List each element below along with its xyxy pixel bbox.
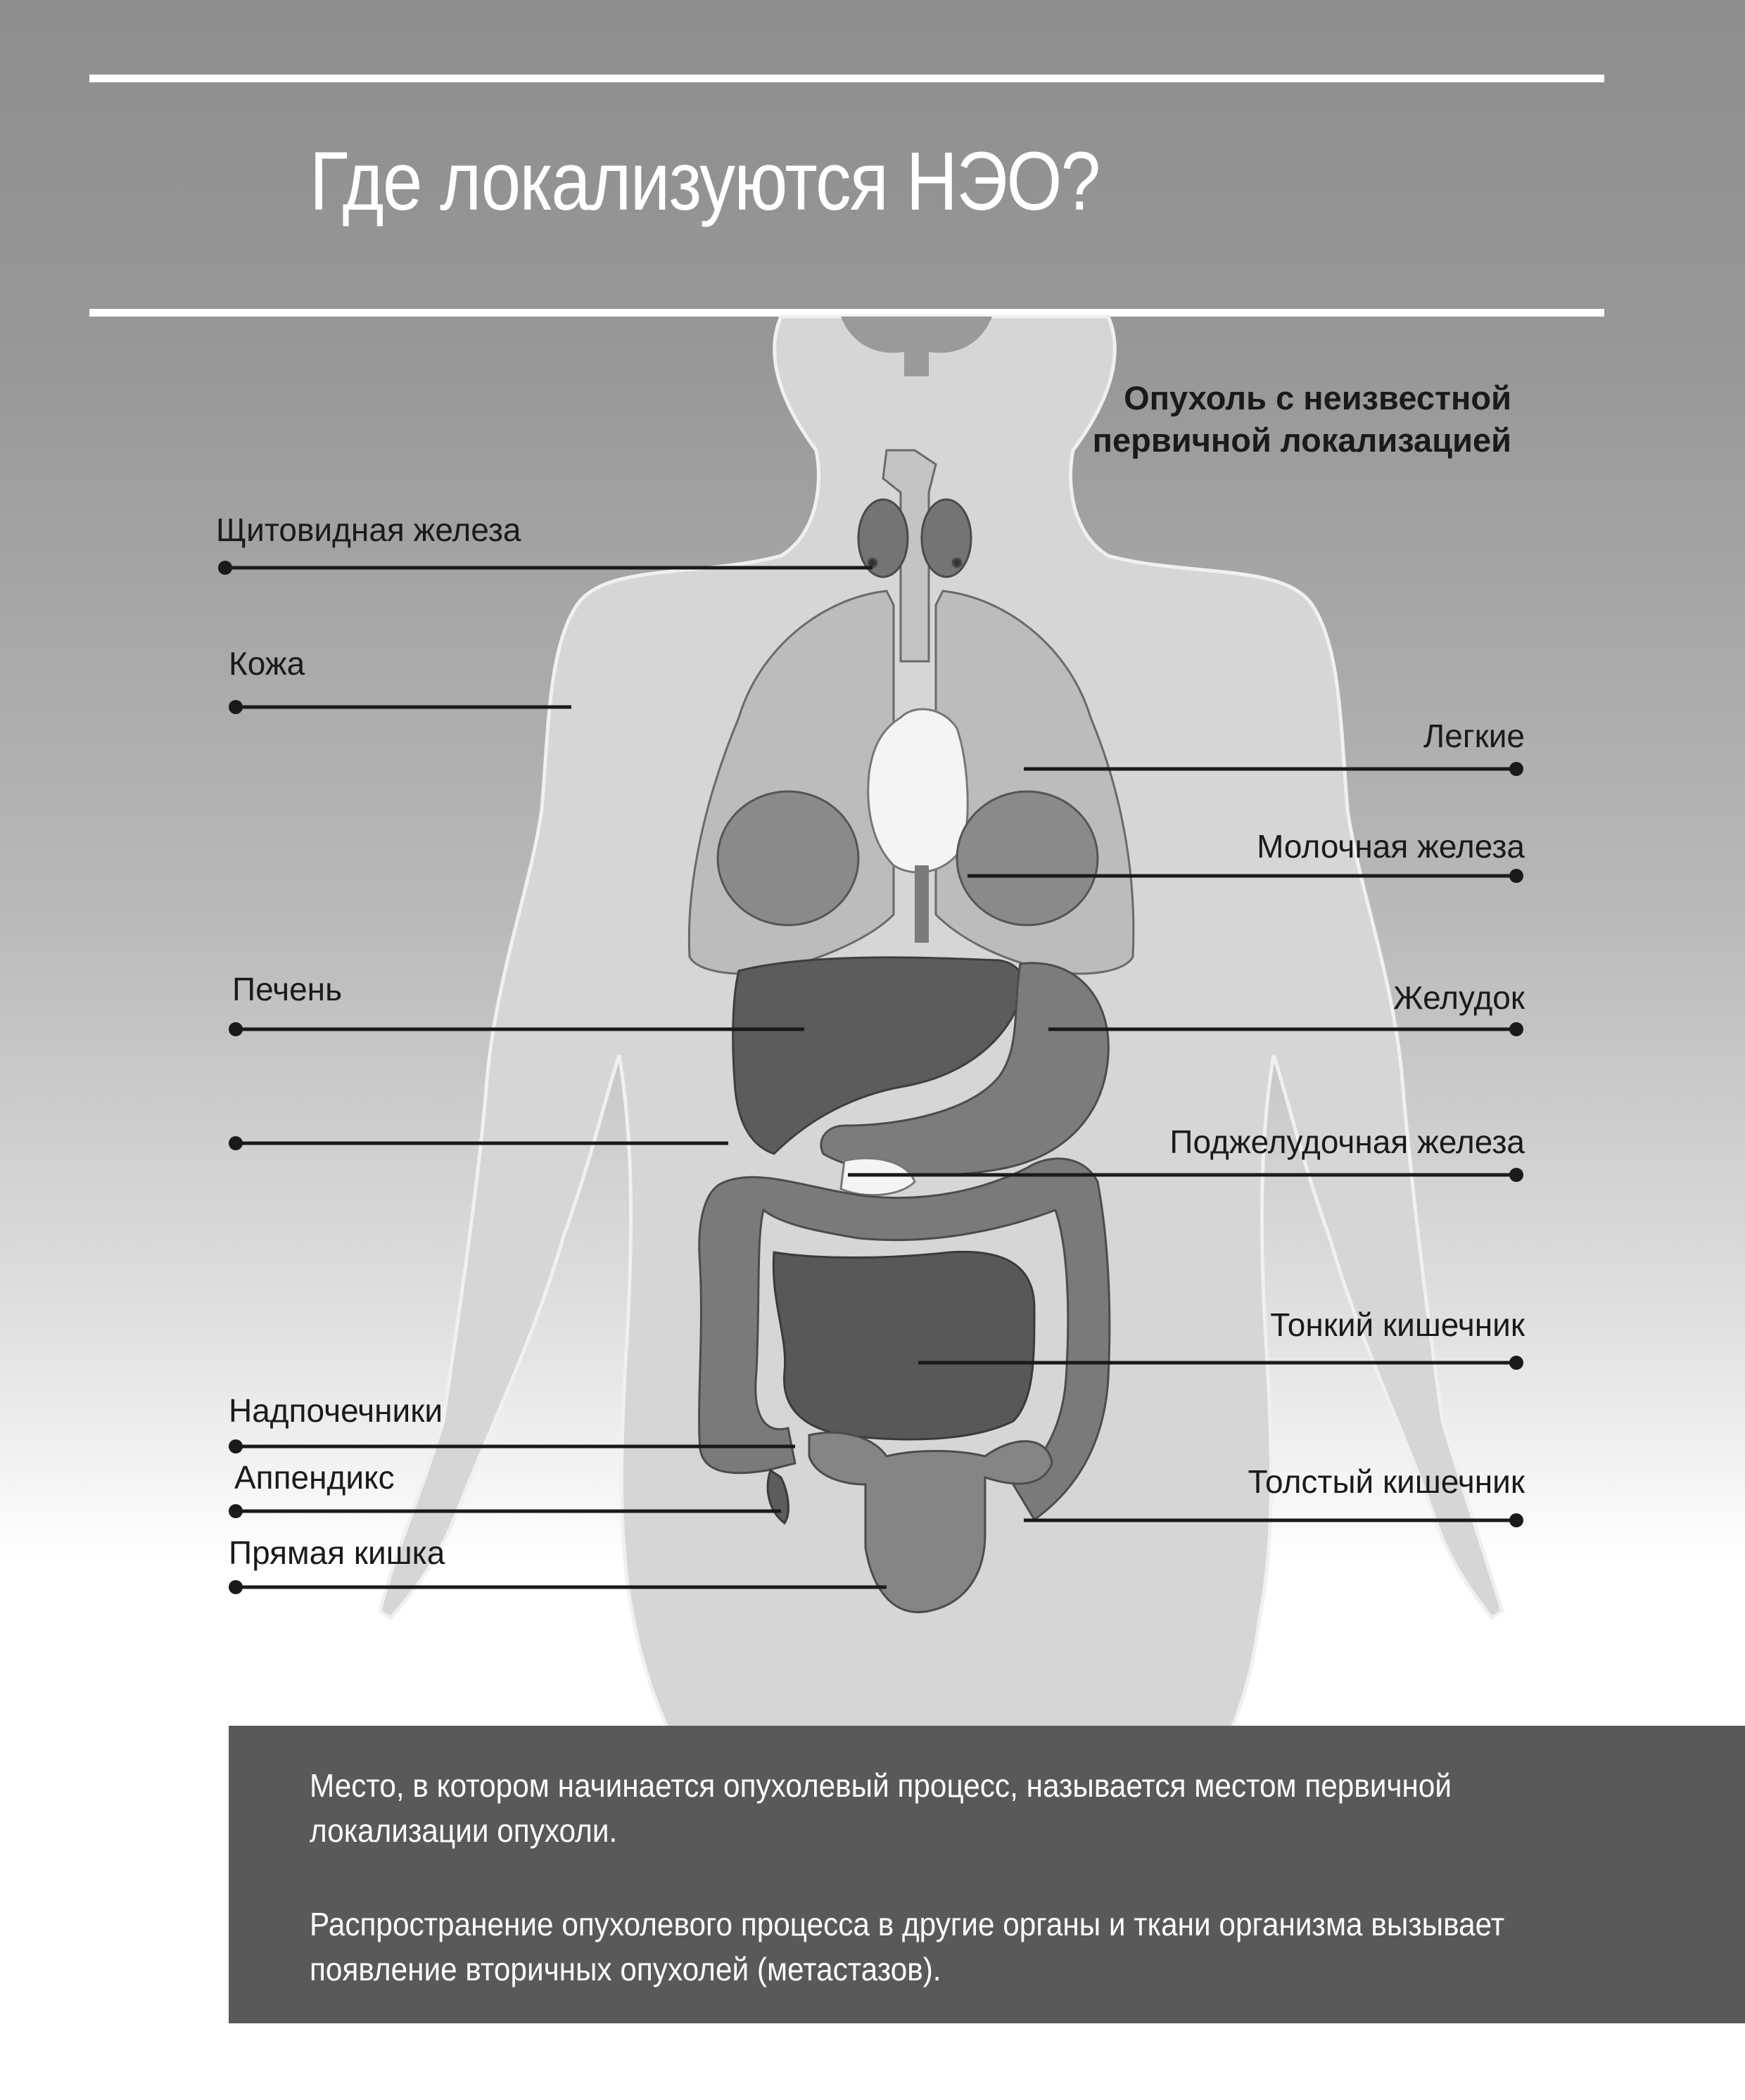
label-large-intestine: Толстый кишечник xyxy=(1248,1463,1525,1500)
label-appendix: Аппендикс xyxy=(234,1459,395,1496)
small-intestine xyxy=(773,1252,1034,1439)
label-thyroid: Щитовидная железа xyxy=(216,511,521,548)
label-skin: Кожа xyxy=(229,645,305,682)
label-lungs: Легкие xyxy=(1423,718,1525,754)
label-liver: Печень xyxy=(232,971,343,1007)
note-paragraph-1: Место, в котором начинается опухолевый процесс, называется местом первичной локализации опухоли. xyxy=(310,1767,1452,1849)
label-adrenals: Надпочечники xyxy=(229,1392,443,1429)
label-pancreas: Поджелудочная железа xyxy=(1169,1124,1525,1160)
esophagus xyxy=(915,865,929,943)
heart xyxy=(868,709,967,872)
unknown-primary-heading: Опухоль с неизвестной первичной локализацией xyxy=(1092,379,1511,459)
info-note-box xyxy=(229,1726,1745,2023)
note-paragraph-2: Распространение опухолевого процесса в другие органы и ткани организма вызывает появление вторичных опухолей (метастазов). xyxy=(310,1906,1505,1987)
label-stomach: Желудок xyxy=(1393,979,1525,1016)
label-small-intestine: Тонкий кишечник xyxy=(1270,1306,1525,1343)
label-rectum: Прямая кишка xyxy=(229,1534,445,1571)
page-title: Где локализуются НЭО? xyxy=(310,135,1100,228)
label-breast: Молочная железа xyxy=(1257,828,1525,865)
